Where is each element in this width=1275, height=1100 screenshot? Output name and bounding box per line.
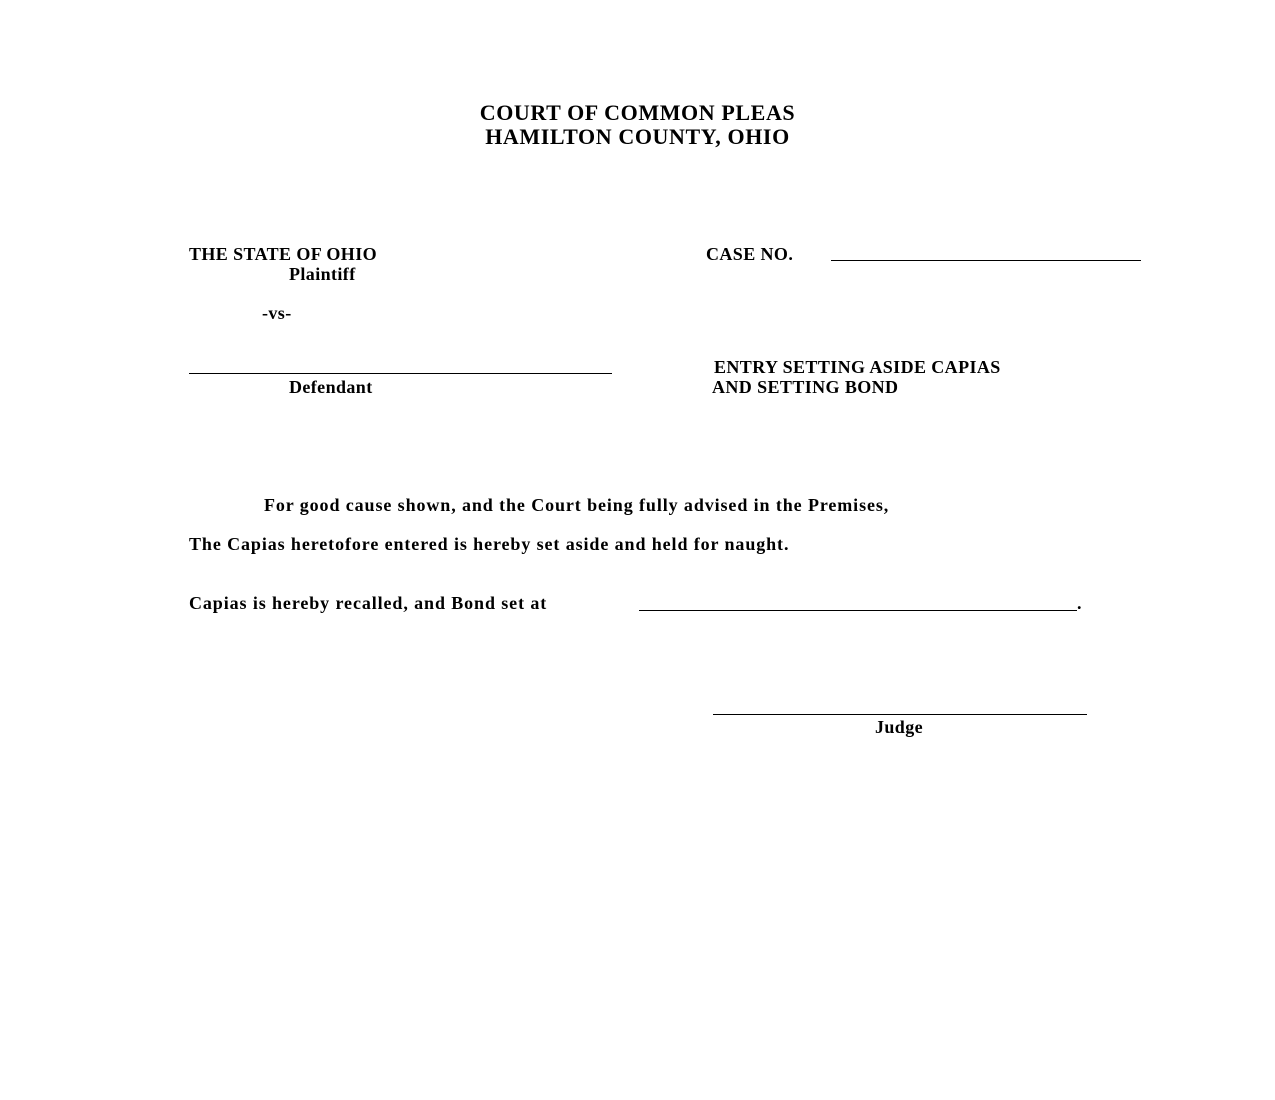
entry-title-line2: AND SETTING BOND (712, 377, 899, 397)
judge-signature-line[interactable] (713, 714, 1087, 715)
versus-label: -vs- (262, 303, 292, 323)
paragraph-good-cause: For good cause shown, and the Court being fully advised in the Premises, (264, 495, 890, 515)
paragraph-capias-set-aside: The Capias heretofore entered is hereby set aside and held for naught. (189, 534, 790, 554)
case-number-blank[interactable] (831, 260, 1141, 261)
paragraph-bond-period: . (1077, 593, 1083, 613)
defendant-name-blank[interactable] (189, 373, 612, 374)
county-name: HAMILTON COUNTY, OHIO (485, 124, 790, 149)
judge-label: Judge (875, 717, 924, 737)
plaintiff-name: THE STATE OF OHIO (189, 244, 378, 264)
court-name: COURT OF COMMON PLEAS (479, 100, 796, 125)
paragraph-bond-prefix: Capias is hereby recalled, and Bond set at (189, 593, 548, 613)
case-number-label: CASE NO. (706, 244, 794, 264)
entry-title-line1: ENTRY SETTING ASIDE CAPIAS (714, 357, 1001, 377)
bond-amount-blank[interactable] (639, 610, 1077, 611)
defendant-label: Defendant (289, 377, 373, 397)
plaintiff-label: Plaintiff (289, 264, 356, 284)
